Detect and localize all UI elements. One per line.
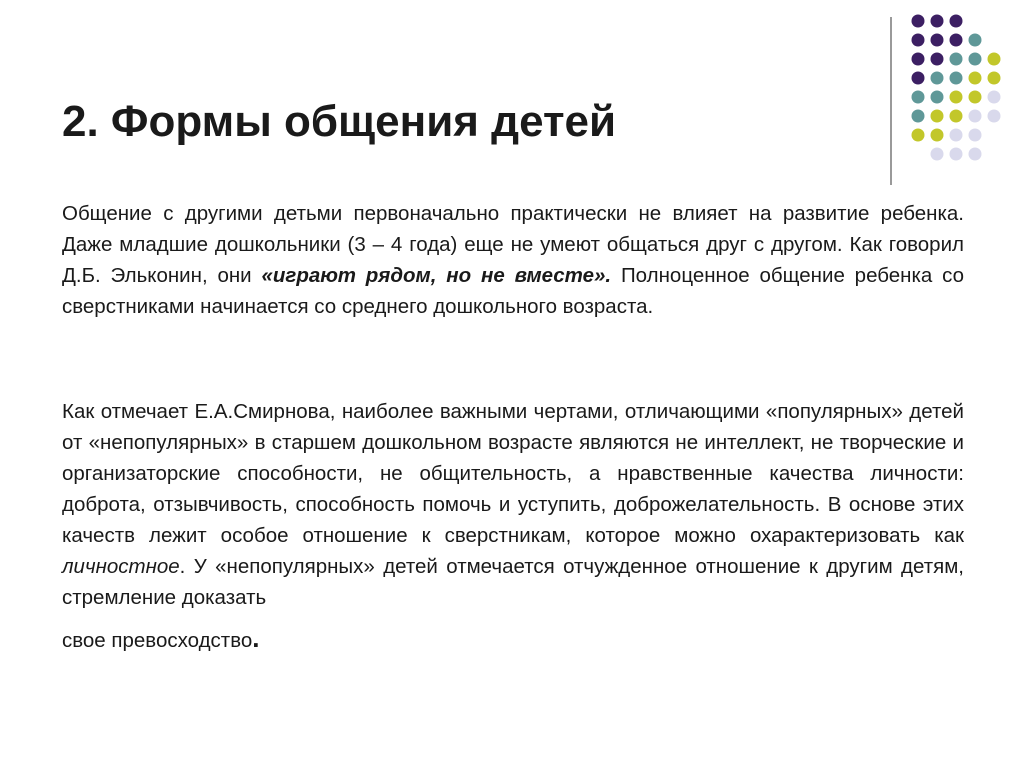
paragraph-1-text-end: Полноценное общение ребенка со сверстниками начинается со среднего дошкольного возраста.: [62, 264, 965, 318]
decorative-dot: [931, 53, 944, 66]
decorative-dot: [912, 129, 925, 142]
paragraph-2-last-line-text: свое превосходство: [62, 629, 253, 652]
decorative-dot: [931, 110, 944, 123]
decorative-dot: [931, 91, 944, 104]
paragraph-2: [62, 396, 964, 656]
decorative-dot: [969, 34, 982, 47]
decorative-dot: [950, 129, 963, 142]
decorative-dot: [950, 148, 963, 161]
decorative-dot: [912, 110, 925, 123]
elkonin-quote: «играют рядом, но не вместе».: [261, 264, 612, 287]
decorative-dot: [931, 15, 944, 28]
paragraph-2-text-end: . У «непопулярных» детей отмечается отчужденное отношение к другим детям, стремление доказать: [62, 555, 964, 609]
slide-title: 2. Формы общения детей: [62, 97, 617, 146]
paragraph-1-text: Общение с другими детьми первоначально практически не влияет на развитие ребенка. Даже младшие дошкольники (3 – 4 года) еще не умеют общаться друг с другом. Как говорил Д.Б. Эльконин, они: [62, 202, 964, 287]
decorative-dot: [950, 53, 963, 66]
decorative-dot: [912, 15, 925, 28]
final-period: .: [252, 623, 260, 653]
decorative-dot: [912, 34, 925, 47]
decorative-dot: [931, 34, 944, 47]
decorative-dot: [931, 129, 944, 142]
italic-term: личностное: [62, 555, 180, 578]
decorative-dot: [931, 148, 944, 161]
decorative-dot: [950, 91, 963, 104]
decorative-dot: [969, 110, 982, 123]
decorative-dot: [912, 53, 925, 66]
paragraph-1: [62, 198, 964, 322]
decorative-dot: [988, 91, 1001, 104]
decorative-dot: [969, 148, 982, 161]
decorative-dot: [969, 91, 982, 104]
decorative-dot: [912, 91, 925, 104]
decorative-dot: [988, 53, 1001, 66]
decorative-dot: [969, 129, 982, 142]
decorative-dot: [988, 110, 1001, 123]
paragraph-2-text: Как отмечает Е.А.Смирнова, наиболее важными чертами, отличающими «популярных» детей от «непопулярных» в старшем дошкольном возрасте являются не интеллект, не творческие и организаторские способности, не общительность, а нравственные качества личности: доброта, отзывчивость, способность помочь и уступить, доброжелательность. В основе этих качеств лежит особое отношение к сверстникам, которое можно охарактеризовать как: [62, 400, 964, 547]
decorative-dot: [950, 72, 963, 85]
decorative-dot: [969, 53, 982, 66]
decorative-dot: [950, 15, 963, 28]
decorative-dot: [950, 34, 963, 47]
decorative-dot: [931, 72, 944, 85]
decorative-dot: [950, 110, 963, 123]
decorative-dot: [988, 72, 1001, 85]
decorative-dot: [912, 72, 925, 85]
paragraph-2-last-line: [62, 623, 964, 656]
decorative-dot: [969, 72, 982, 85]
